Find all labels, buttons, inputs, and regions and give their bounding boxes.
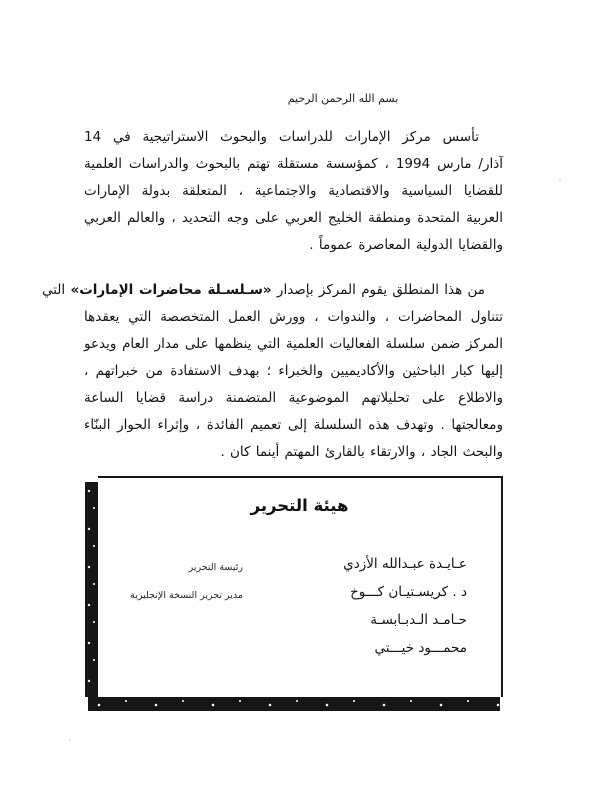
- paragraph-line: العربية المتحدة ومنطقة الخليج العربي على وجه التحديد ، والعالم العربي: [84, 210, 503, 226]
- member-name: محمـــود خيـــتي: [374, 640, 467, 656]
- paragraph-line: [41, 277, 503, 304]
- member-name: حـامـد الـدبـابسـة: [370, 612, 467, 628]
- editorial-board-title: هيئة التحرير: [250, 496, 349, 515]
- paragraph-line: تأسس مركز الإمارات للدراسات والبحوث الاستراتيجية في 14: [84, 129, 479, 145]
- member-role: مدير تحرير النسخة الإنجليزية: [130, 590, 243, 601]
- box-shadow-band-left: [85, 482, 98, 697]
- paragraph-line: تتناول المحاضرات ، والندوات ، وورش العمل المتخصصة التي يعقدها: [84, 309, 503, 325]
- paragraph-line: إليها كبار الباحثين والأكاديميين والخبراء ؛ بهدف الاستفادة من خبراتهم ،: [84, 363, 503, 379]
- line-text-pre: من هذا المنطلق يقوم المركز بإصدار: [271, 282, 485, 298]
- member-role: رئيسة التحرير: [188, 562, 243, 573]
- paragraph-line: والاطلاع على تحليلاتهم الموضوعية المتضمنة دراسة قضايا الساعة: [84, 390, 503, 406]
- bismillah-text: بسم الله الرحمن الرحيم: [287, 92, 399, 105]
- paragraph-line: آذار/ مارس 1994 ، كمؤسسة مستقلة تهتم بالبحوث والدراسات العلمية: [84, 156, 503, 172]
- paragraph-line: والبحث الجاد ، والارتقاء بالقارئ المهتم أينما كان .: [220, 444, 503, 460]
- line-text-post: التي: [41, 282, 71, 298]
- body-text-block: [41, 124, 503, 466]
- editorial-member-row: [98, 640, 501, 660]
- paragraph-line: المركز ضمن سلسلة الفعاليات العلمية التي ينظمها على مدار العام ويدعو: [84, 336, 503, 352]
- member-name: عـايـدة عبـدالله الأزدي: [343, 556, 467, 572]
- paragraph-line: للقضايا السياسية والاقتصادية والاجتماعية ، المتعلقة بدولة الإمارات: [84, 183, 503, 199]
- paragraph-line: ومعالجتها . وتهدف هذه السلسلة إلى تعميم الفائدة ، وإثراء الحوار البنّاء: [84, 417, 503, 433]
- editorial-member-row: [98, 556, 501, 576]
- box-shadow-band-bottom: [88, 697, 500, 711]
- editorial-board-box: [98, 476, 503, 697]
- series-title-bold: «سـلسـلة محاضرات الإمارات»: [70, 282, 272, 298]
- editorial-member-row: [98, 612, 501, 632]
- member-name: د . كريسـتيـان كـــوخ: [350, 584, 467, 600]
- paragraph-series: [41, 277, 503, 466]
- paragraph-founding: [84, 124, 503, 259]
- paragraph-line: والقضايا الدولية المعاصرة عموماً .: [309, 237, 503, 253]
- editorial-member-row: [98, 584, 501, 604]
